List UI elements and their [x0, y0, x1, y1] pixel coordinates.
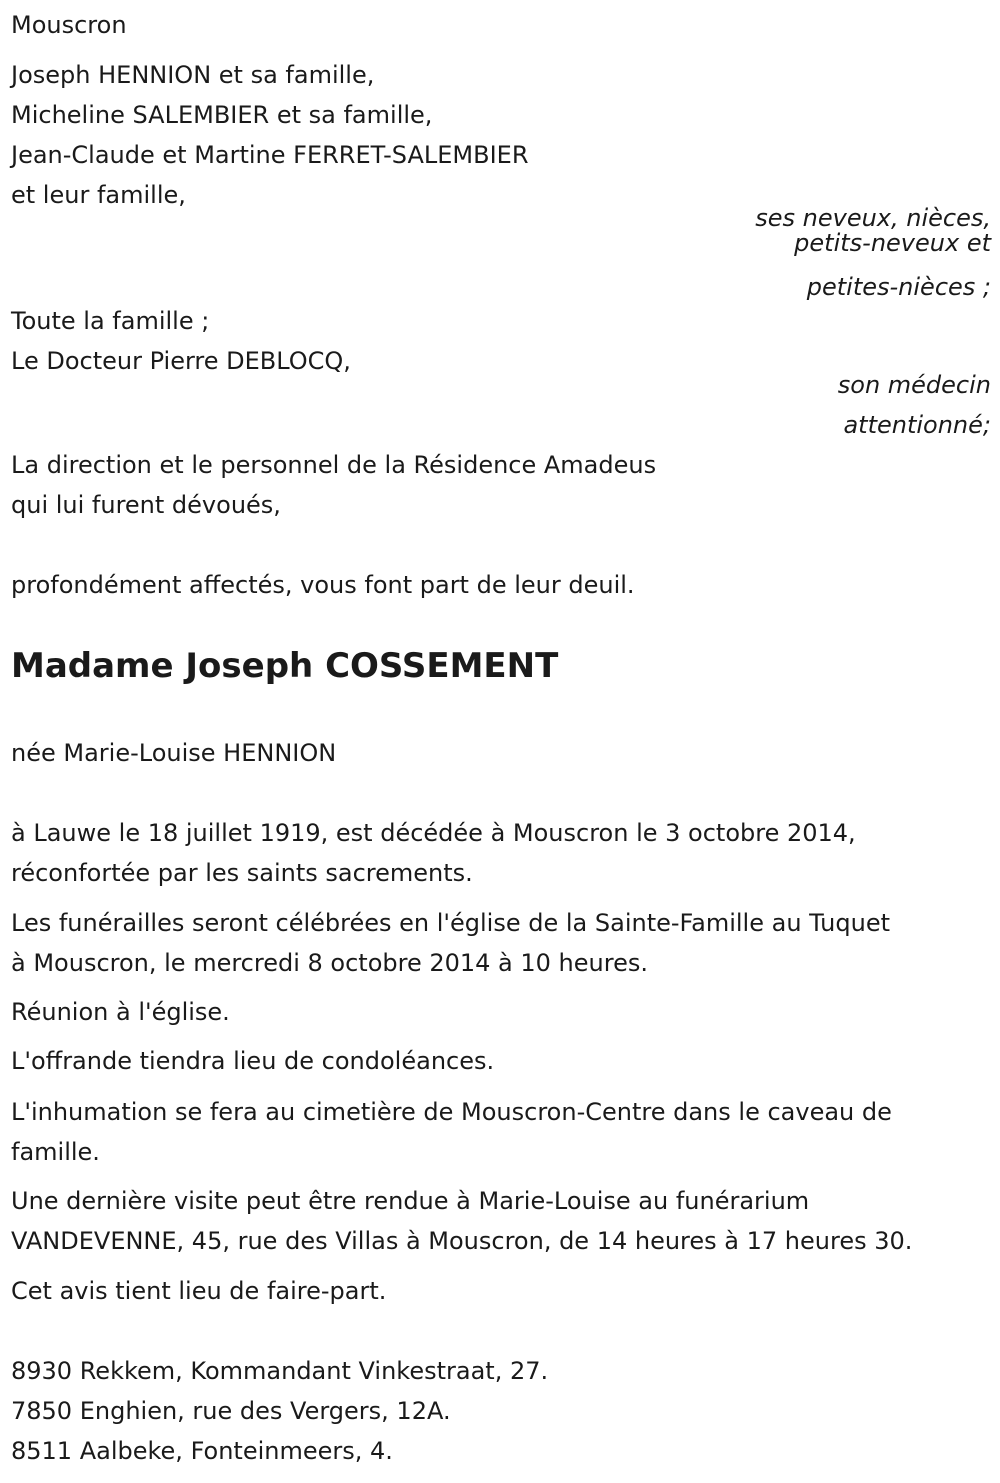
body-line: VANDEVENNE, 45, rue des Villas à Mouscron, de 14 heures à 17 heures 30.: [11, 1227, 913, 1255]
address: 8511 Aalbeke, Fonteinmeers, 4.: [11, 1437, 393, 1465]
announcement: profondément affectés, vous font part de leur deuil.: [11, 571, 635, 599]
doctor-role: attentionné;: [843, 411, 991, 439]
body-line: à Lauwe le 18 juillet 1919, est décédée à Mouscron le 3 octobre 2014,: [11, 819, 856, 847]
address: 7850 Enghien, rue des Vergers, 12A.: [11, 1397, 451, 1425]
body-line: Réunion à l'église.: [11, 998, 230, 1026]
family-line: Joseph HENNION et sa famille,: [11, 61, 375, 89]
family-line: Jean-Claude et Martine FERRET-SALEMBIER: [11, 141, 529, 169]
address: 8930 Rekkem, Kommandant Vinkestraat, 27.: [11, 1357, 549, 1385]
family-role: petits-neveux et: [794, 229, 991, 257]
body-line: L'inhumation se fera au cimetière de Mouscron-Centre dans le caveau de: [11, 1098, 892, 1126]
body-line: Les funérailles seront célébrées en l'église de la Sainte-Famille au Tuquet: [11, 909, 891, 937]
body-line: Une dernière visite peut être rendue à Marie-Louise au funérarium: [11, 1187, 810, 1215]
body-line: réconfortée par les saints sacrements.: [11, 859, 473, 887]
body-line: à Mouscron, le mercredi 8 octobre 2014 à 10 heures.: [11, 949, 648, 977]
whole-family: Toute la famille ;: [11, 307, 210, 335]
maiden-name: née Marie-Louise HENNION: [11, 739, 337, 767]
deceased-name: Madame Joseph COSSEMENT: [11, 646, 559, 686]
body-line: famille.: [11, 1138, 100, 1166]
body-line: L'offrande tiendra lieu de condoléances.: [11, 1047, 495, 1075]
family-line: et leur famille,: [11, 181, 186, 209]
doctor: Le Docteur Pierre DEBLOCQ,: [11, 347, 351, 375]
body-line: Cet avis tient lieu de faire-part.: [11, 1277, 387, 1305]
family-role: ses neveux, nièces,: [755, 204, 991, 232]
family-role: petites-nièces ;: [806, 273, 991, 301]
location: Mouscron: [11, 11, 127, 39]
family-line: Micheline SALEMBIER et sa famille,: [11, 101, 433, 129]
doctor-role: son médecin: [837, 371, 991, 399]
residence-line: La direction et le personnel de la Résidence Amadeus: [11, 451, 657, 479]
residence-line: qui lui furent dévoués,: [11, 491, 281, 519]
